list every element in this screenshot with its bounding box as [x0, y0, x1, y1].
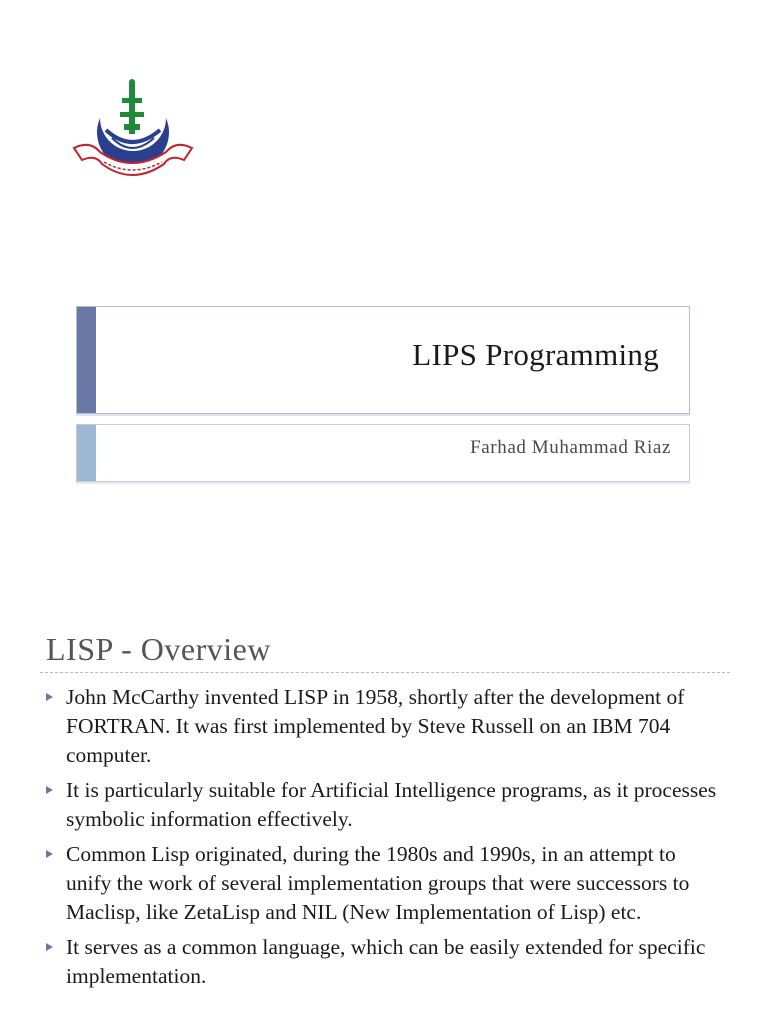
overview-slide — [0, 615, 768, 1024]
bullet-item — [46, 933, 726, 991]
title-accent-bar — [77, 307, 96, 413]
subtitle-accent-bar — [77, 425, 96, 481]
bullet-text: It is particularly suitable for Artificial Intelligence programs, as it processes symbolic information effectively. — [66, 778, 717, 831]
bullet-text: Common Lisp originated, during the 1980s and 1990s, in an attempt to unify the work of several implementation groups that were successors to Maclisp, like ZetaLisp and NIL (New Implementation of Lisp) etc. — [66, 842, 690, 924]
bullet-item — [46, 840, 726, 927]
title-box — [76, 306, 690, 414]
triangle-bullet-icon — [46, 850, 53, 858]
bullet-item — [46, 776, 726, 834]
slide-title: LIPS Programming — [412, 337, 659, 372]
triangle-bullet-icon — [46, 943, 53, 951]
bullet-item — [46, 683, 726, 770]
bullet-text: John McCarthy invented LISP in 1958, shortly after the development of FORTRAN. It was first implemented by Steve Russell on an IBM 704 computer. — [66, 685, 685, 767]
slide-subtitle: Farhad Muhammad Riaz — [470, 437, 671, 458]
subtitle-box — [76, 424, 690, 482]
bullet-text: It serves as a common language, which can be easily extended for specific implementation. — [66, 935, 706, 988]
bullet-list — [46, 683, 726, 997]
triangle-bullet-icon — [46, 693, 53, 701]
title-divider — [40, 672, 730, 673]
triangle-bullet-icon — [46, 786, 53, 794]
university-seal-logo — [70, 78, 196, 186]
overview-title: LISP - Overview — [46, 631, 271, 667]
